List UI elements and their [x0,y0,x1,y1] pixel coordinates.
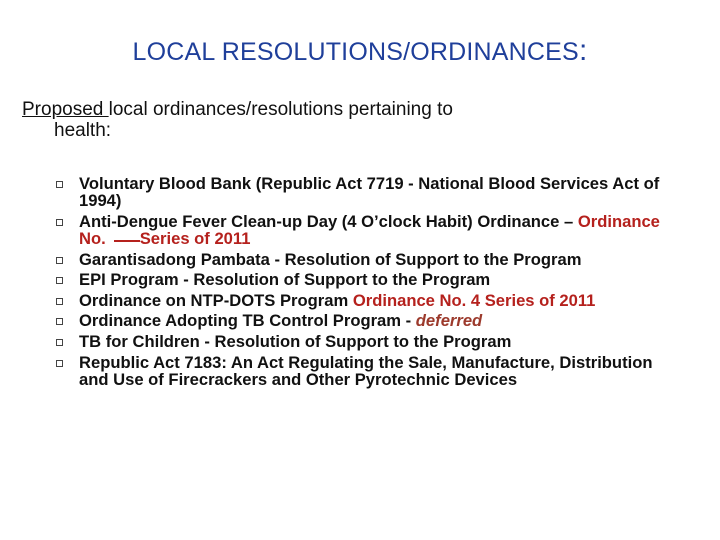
list-item [54,271,674,288]
square-bullet-icon [56,318,63,325]
list-item [54,175,674,209]
item-text: EPI Program - Resolution of Support to the Program [79,270,491,290]
list-item [54,292,674,309]
slide-title [0,34,720,68]
item-text: TB for Children - Resolution of Support to the Program [79,331,512,351]
title-text: LOCAL RESOLUTIONS/ORDINANCES [132,38,579,66]
list-item [54,312,674,329]
list-item [54,251,674,268]
item-deferred-text: deferred [415,311,483,331]
item-text: Anti-Dengue Fever Clean-up Day (4 O’clock Habit) Ordinance – [79,211,578,231]
blank-line [114,239,140,242]
square-bullet-icon [56,277,63,284]
square-bullet-icon [56,360,63,367]
square-bullet-icon [56,219,63,226]
item-text: Ordinance Adopting TB Control Program - [79,311,416,331]
title-colon: : [578,34,588,67]
intro-line-2: health: [54,120,112,141]
list-item [54,333,674,350]
item-text: Ordinance on NTP-DOTS Program [79,290,353,310]
intro-paragraph [22,99,702,141]
list-item [54,213,674,247]
intro-rest: local ordinances/resolutions pertaining to [108,99,453,120]
ordinance-list [54,175,674,391]
intro-underlined: Proposed [22,99,109,120]
square-bullet-icon [56,298,63,305]
item-text: Republic Act 7183: An Act Regulating the Sale, Manufacture, Distribution and Use of Firecrackers and Other Pyrotechnic Devices [79,352,653,389]
item-red-text: Series of 2011 [139,229,251,248]
item-text: Garantisadong Pambata - Resolution of Support to the Program [79,249,582,269]
item-red-text: Ordinance No. [79,211,660,248]
intro-line-1 [22,99,702,120]
square-bullet-icon [56,339,63,346]
list-item [54,354,674,388]
square-bullet-icon [56,257,63,264]
square-bullet-icon [56,181,63,188]
item-text: Voluntary Blood Bank (Republic Act 7719 - National Blood Services Act of 1994) [79,174,660,211]
item-red-text: Ordinance No. 4 Series of 2011 [352,290,596,310]
